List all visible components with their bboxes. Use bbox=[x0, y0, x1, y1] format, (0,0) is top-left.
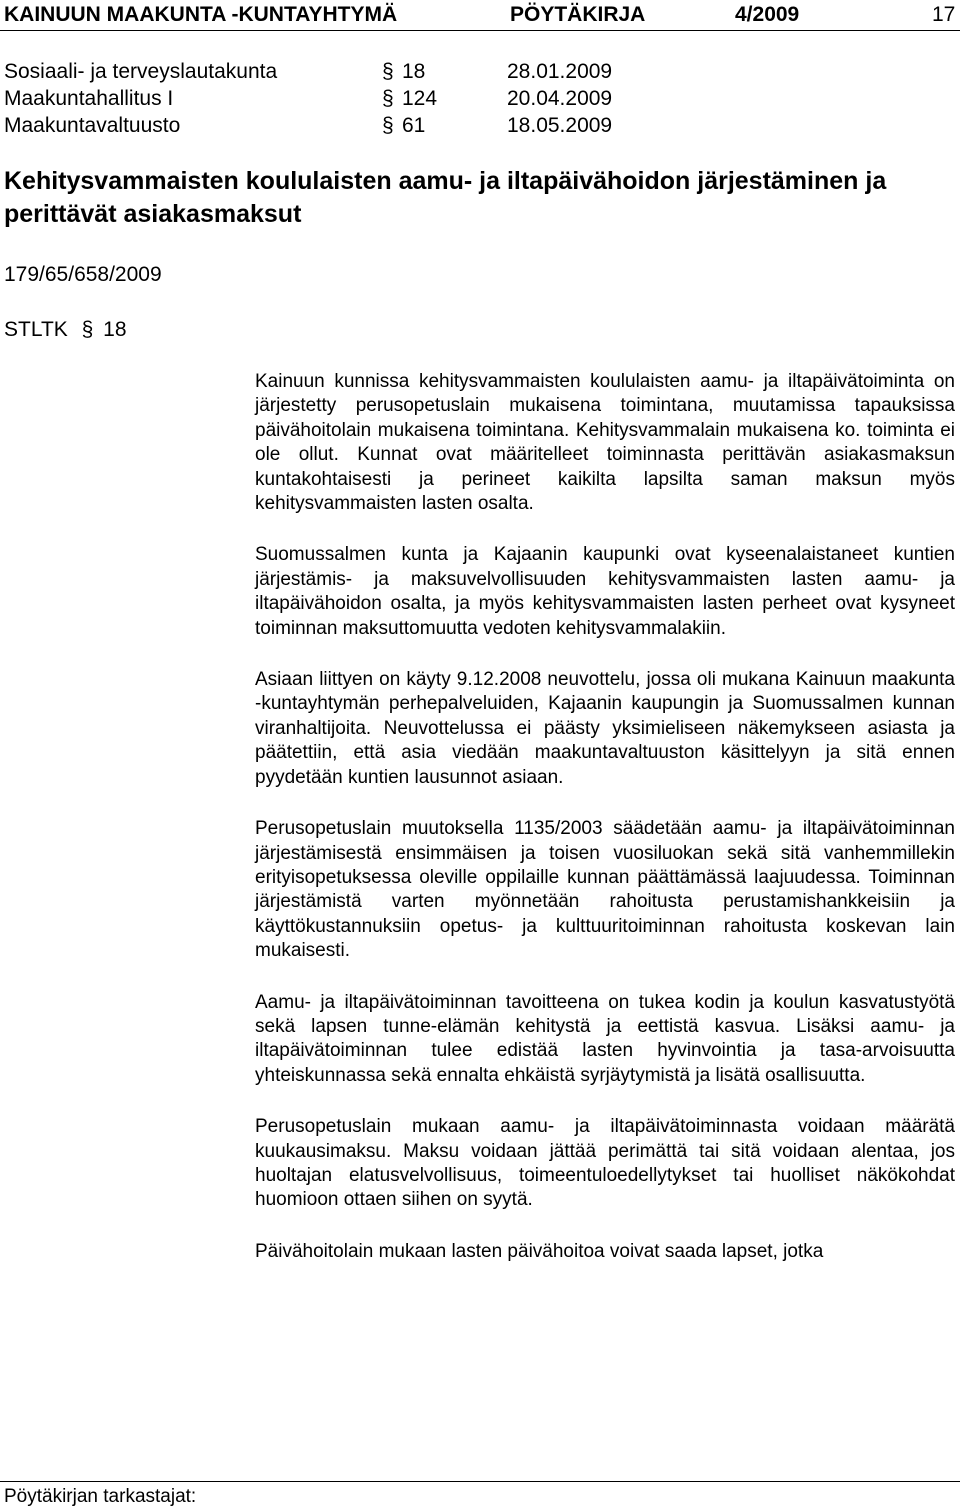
paragraph: Suomussalmen kunta ja Kajaanin kaupunki ovat kyseenalaistaneet kuntien järjestämis- ja maksuvelvollisuuden kehitysvammaisten lasten aamu- ja iltapäivähoidon osalta, ja myös kehitysvammaisten lasten perheet ovat kysyneet toiminnan maksuttomuutta vedoten kehitysvammalakiin. bbox=[255, 544, 955, 639]
session-date: 28.01.2009 bbox=[507, 60, 613, 83]
body-text bbox=[255, 370, 955, 1291]
document-type: PÖYTÄKIRJA bbox=[510, 3, 646, 26]
paragraph: Asiaan liittyen on käyty 9.12.2008 neuvottelu, jossa oli mukana Kainuun maakunta -kuntayhtymän perhepalveluiden, Kajaanin kaupungin ja Suomussalmen kunnan viranhaltijoita. Neuvottelussa ei päästy yksimieliseen näkemykseen asiasta ja päätettiin, että asia viedään maakuntavaltuuston käsittelyyn ja sitä ennen pyydetään kuntien lausunnot asiaan. bbox=[255, 669, 955, 788]
paragraph: Aamu- ja iltapäivätoiminnan tavoitteena on tukea kodin ja koulun kasvatustyötä sekä lapsen tunne-elämän kehitystä ja eettistä kasvua. Lisäksi aamu- ja iltapäivätoiminnan tulee edistää lasten hyvinvointia ja tasa-arvoisuutta yhteiskunnassa sekä ennalta ehkäistä syrjäytymistä ja lisätä osallisuutta. bbox=[255, 991, 955, 1086]
session-body: Maakuntahallitus I bbox=[4, 87, 174, 110]
paragraph-symbol: § bbox=[81, 318, 94, 341]
paragraph: Perusopetuslain mukaan aamu- ja iltapäivätoiminnasta voidaan määrätä kuukausimaksu. Maksu voidaan jättää perimättä tai sitä voidaan alentaa, jos huoltajan elatusvelvollisuus, toimeentuloedellytykset tai huolliset näkökohdat huomioon ottaen siihen on syytä. bbox=[255, 1116, 955, 1211]
session-body: Sosiaali- ja terveyslautakunta bbox=[4, 60, 278, 83]
session-date: 20.04.2009 bbox=[507, 87, 613, 110]
paragraph-symbol: § bbox=[382, 87, 394, 110]
paragraph: Perusopetuslain muutoksella 1135/2003 säädetään aamu- ja iltapäivätoiminnan järjestämisestä ensimmäisen ja toisen vuosiluokan sekä sitä vanhemmillekin erityisopetuksessa oleville oppilaille kunnan päättämässä laajuudessa. Toiminnan järjestämistä varten myönnetään rahoitusta perustamishankkeisiin ja käyttökustannuksiin opetus- ja kulttuuritoiminnan rahoitusta koskevan lain mukaisesti. bbox=[255, 818, 955, 962]
session-row bbox=[0, 87, 960, 112]
page-number: 17 bbox=[932, 3, 956, 26]
session-number: 18 bbox=[402, 60, 426, 83]
document-reference: 179/65/658/2009 bbox=[4, 263, 162, 286]
paragraph: Kainuun kunnissa kehitysvammaisten koululaisten aamu- ja iltapäivätoiminta on järjestetty perusopetuslain mukaisena toimintana, muutamissa tapauksissa päivähoitolain mukaisena toimintana. Kehitysvammalain mukaisena ko. toiminta ei ole ollut. Kunnat ovat määritelleet toiminnasta perittävän asiakasmaksun kuntakohtaisesti ja perineet kaikilta lapsilta saman maksun myös kehitysvammaisten lasten osalta. bbox=[255, 371, 955, 515]
document-number: 4/2009 bbox=[735, 3, 800, 26]
footer-rule bbox=[0, 1481, 960, 1482]
session-row bbox=[0, 60, 960, 85]
footer-label: Pöytäkirjan tarkastajat: bbox=[4, 1486, 197, 1507]
session-date: 18.05.2009 bbox=[507, 114, 613, 137]
paragraph: Päivähoitolain mukaan lasten päivähoitoa voivat saada lapset, jotka bbox=[255, 1240, 824, 1262]
paragraph-symbol: § bbox=[382, 60, 394, 83]
session-number: 61 bbox=[402, 114, 426, 137]
document-header bbox=[0, 0, 960, 30]
stltk-reference bbox=[4, 318, 127, 342]
paragraph-symbol: § bbox=[382, 114, 394, 137]
session-row bbox=[0, 114, 960, 139]
header-rule bbox=[0, 30, 960, 31]
stltk-label: STLTK bbox=[4, 318, 68, 341]
session-body: Maakuntavaltuusto bbox=[4, 114, 181, 137]
organization-name: KAINUUN MAAKUNTA -KUNTAYHTYMÄ bbox=[4, 3, 398, 26]
session-number: 124 bbox=[402, 87, 438, 110]
page-title: Kehitysvammaisten koululaisten aamu- ja iltapäivähoidon järjestäminen ja perittävät asiakasmaksut bbox=[4, 167, 887, 228]
stltk-number: 18 bbox=[103, 318, 127, 341]
